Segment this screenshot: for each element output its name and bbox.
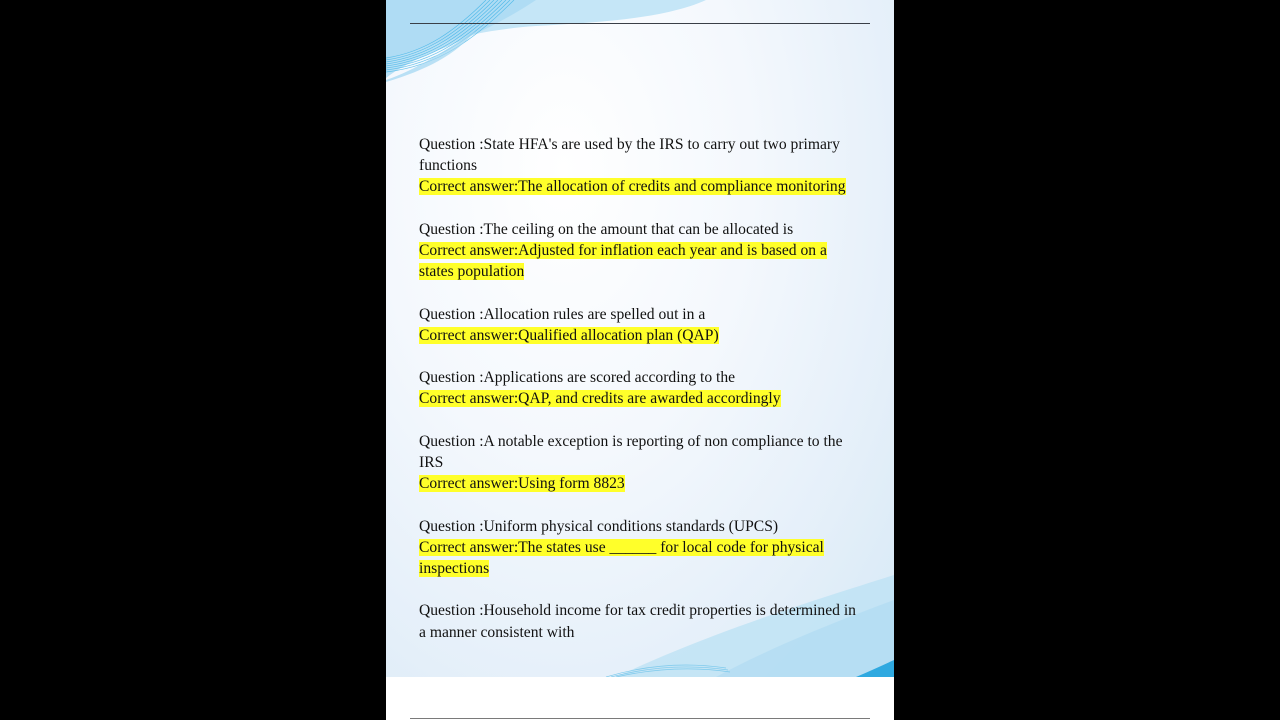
question-text: Question :Allocation rules are spelled out in a bbox=[419, 305, 706, 323]
answer-text: Correct answer:The states use ______ for local code for physical inspections bbox=[419, 538, 824, 577]
qa-item bbox=[419, 431, 859, 495]
qa-item bbox=[419, 304, 859, 346]
qa-item bbox=[419, 516, 859, 580]
qa-list bbox=[419, 134, 859, 664]
question-text: Question :A notable exception is reporting of non compliance to the IRS bbox=[419, 432, 843, 471]
question-text: Question :Applications are scored according to the bbox=[419, 369, 736, 387]
answer-text: Correct answer:The allocation of credits and compliance monitoring bbox=[419, 178, 846, 196]
answer-highlight bbox=[419, 537, 859, 579]
answer-text: Correct answer:Using form 8823 bbox=[419, 475, 625, 493]
answer-highlight bbox=[419, 473, 859, 494]
answer-highlight bbox=[419, 325, 859, 346]
qa-item bbox=[419, 600, 859, 642]
question-text: Question :Uniform physical conditions standards (UPCS) bbox=[419, 517, 779, 535]
answer-highlight bbox=[419, 388, 859, 409]
question-text: Question :State HFA's are used by the IRS to carry out two primary functions bbox=[419, 136, 840, 175]
answer-text: Correct answer:QAP, and credits are awarded accordingly bbox=[419, 390, 781, 408]
answer-text: Correct answer:Qualified allocation plan (QAP) bbox=[419, 326, 719, 344]
qa-item bbox=[419, 134, 859, 198]
qa-item bbox=[419, 367, 859, 409]
answer-highlight bbox=[419, 176, 859, 197]
answer-text: Correct answer:Adjusted for inflation each year and is based on a states population bbox=[419, 242, 827, 281]
question-text: Question :Household income for tax credit properties is determined in a manner consistent with bbox=[419, 602, 856, 641]
answer-highlight bbox=[419, 240, 859, 282]
qa-item bbox=[419, 219, 859, 283]
question-text: Question :The ceiling on the amount that can be allocated is bbox=[419, 220, 794, 238]
document-page bbox=[386, 0, 894, 720]
header-rule bbox=[410, 23, 870, 24]
next-page-header-rule bbox=[410, 718, 870, 719]
